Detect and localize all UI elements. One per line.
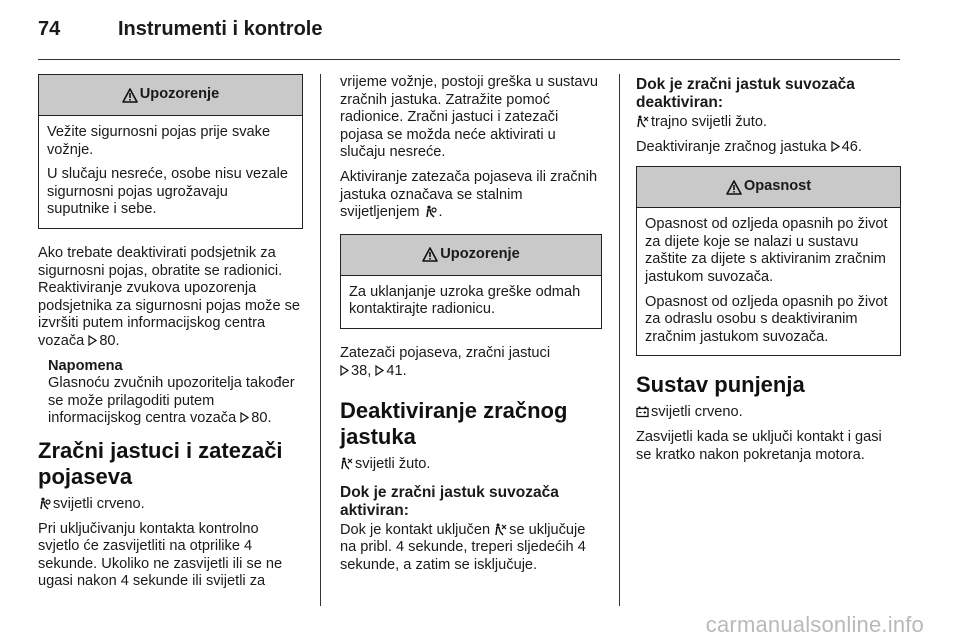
watermark: carmanualsonline.info [705,612,924,637]
airbag-off-icon [636,115,649,128]
airbag-warning-icon [424,205,437,218]
danger-box-header [637,167,900,208]
column-divider [320,74,321,606]
reference-arrow-icon [375,365,384,376]
warning-label: Upozorenje [139,86,220,103]
note-title: Napomena [48,357,123,374]
column-3 [636,74,901,471]
column-2 [340,74,602,582]
reference-line: Zatezači pojaseva, zračni jastuci 38, 41. [340,344,551,379]
column-divider [619,74,620,606]
status-line: trajno svijetli žuto. [636,114,901,132]
page-reference[interactable]: 46. [841,138,862,155]
subsection-title: Dok je zračni jastuk suvozača deaktiviran: [636,76,855,111]
reference-line: Deaktiviranje zračnog jastuka 46. [636,138,862,155]
warning-box [340,234,602,329]
danger-label: Opasnost [743,178,812,195]
warning-text: Za uklanjanje uzroka greške odmah kontaktirajte radionicu. [349,283,581,318]
note-text: Glasnoću zvučnih upozoritelja također se može prilagoditi putem informacijskog centra vozača 80. [48,375,295,427]
subsection-title: Dok je zračni jastuk suvozača aktiviran: [340,483,559,519]
battery-icon [636,405,649,418]
page-header [38,18,322,48]
warning-triangle-icon [726,180,742,195]
section-title: Sustav punjenja [636,372,805,398]
reference-arrow-icon [340,365,349,376]
warning-text: U slučaju nesreće, osobe nisu vezale sigurnosni pojas ugrožavaju suputnike i sebe. [47,166,288,218]
danger-box [636,166,901,356]
warning-box [38,74,303,229]
warning-box-header [341,235,601,276]
body-paragraph: Ako trebate deaktivirati podsjetnik za sigurnosni pojas, obratite se radionici. Reaktiviranje zvukova upozorenja podsjetnika za sigurnosni pojas može se izvršiti putem informacijskog centra vozača 80. [38,244,301,349]
warning-text: Vežite sigurnosni pojas prije svake vožnje. [47,124,271,158]
reference-arrow-icon [240,412,249,423]
body-paragraph: Dok je kontakt uključen se uključuje na pribl. 4 sekunde, treperi sljedećih 4 sekunde, a zatim se isključuje. [340,521,586,573]
page-reference[interactable]: 80. [99,332,120,349]
status-line: svijetli žuto. [340,456,602,474]
airbag-off-icon [340,457,353,470]
status-line: svijetli crveno. [38,496,303,514]
page-reference[interactable]: 38, [351,362,372,379]
body-paragraph: Zasvijetli kada se uključi kontakt i gasi se kratko nakon pokretanja motora. [636,428,882,463]
section-title: Deaktiviranje zračnog jastuka [340,398,568,450]
danger-text: Opasnost od ozljeda opasnih po život za dijete koje se nalazi u sustavu zaštite za dijete s aktiviranim zračnim jastukom suvozača. [645,216,888,285]
page-reference[interactable]: 41. [386,362,407,379]
warning-triangle-icon [422,247,438,262]
status-line: svijetli crveno. [636,404,901,422]
column-1 [38,74,303,598]
body-paragraph: vrijeme vožnje, postoji greška u sustavu zračnih jastuka. Zatražite pomoć radionice. Zračni jastuci i zatezači pojasa se možda neće aktivirati u slučaju nesreće. [340,74,598,161]
note-block [38,358,303,428]
body-paragraph: Pri uključivanju kontakta kontrolno svjetlo će zasvijetliti na otprilike 4 sekunde. Ukoliko ne zasvijetli ili se ne ugasi nakon 4 sekunde ili svijetli za [38,520,283,590]
section-title: Zračni jastuci i zatezači pojaseva [38,437,283,489]
body-paragraph: Aktiviranje zatezača pojaseva ili zračnih jastuka označava se stalnim svijetljenjem . [340,168,598,221]
warning-box-header [39,75,302,116]
page-title: Instrumenti i kontrole [118,18,323,40]
page-reference[interactable]: 80. [251,410,272,427]
header-rule [38,59,900,60]
page-number: 74 [38,18,61,40]
warning-label: Upozorenje [440,245,520,262]
airbag-warning-icon [38,497,51,510]
reference-arrow-icon [88,335,97,346]
reference-arrow-icon [831,141,840,152]
danger-text: Opasnost od ozljeda opasnih po život za odraslu osobu s deaktiviranim zračnim jastukom suvozača. [645,293,888,345]
airbag-off-icon [494,523,507,536]
warning-triangle-icon [122,88,138,103]
